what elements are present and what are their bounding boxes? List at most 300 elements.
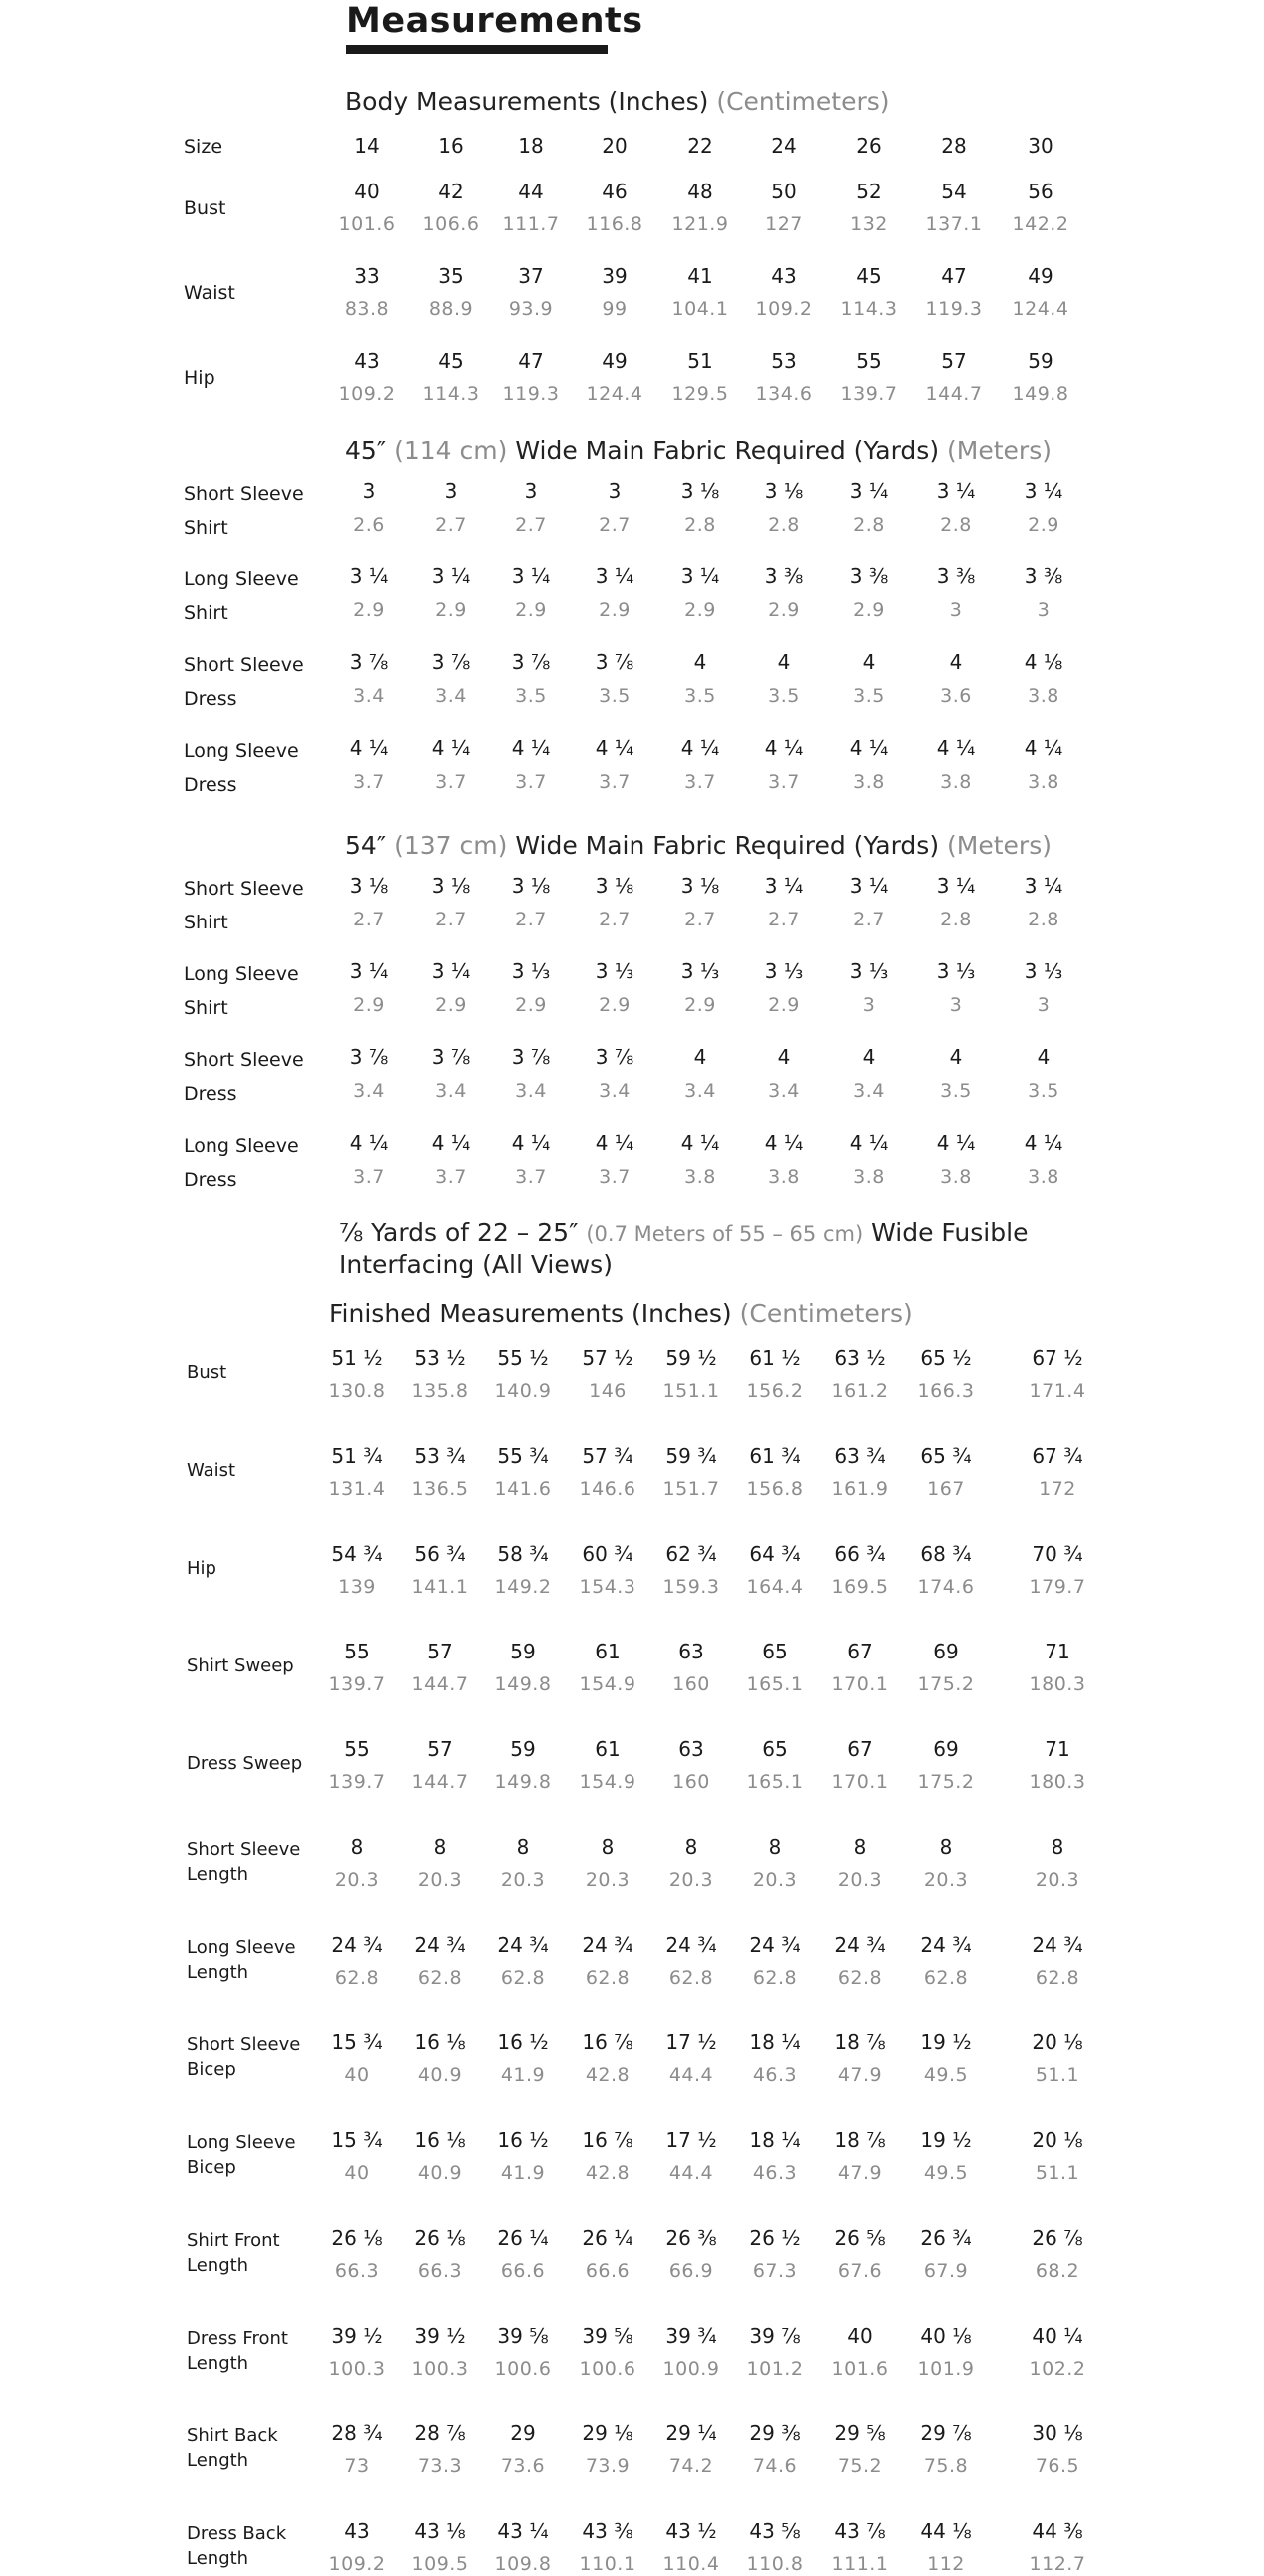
value-imperial: 39 ⅝ [582,2324,633,2348]
size-value: 22 [687,134,713,158]
value-imperial: 26 ⅞ [1032,2226,1083,2250]
value-metric: 20.3 [417,1869,463,1891]
value-metric: 76.5 [1035,2455,1080,2477]
value-imperial: 3 ⅞ [511,1045,551,1069]
row-label: Long Sleeve [184,740,299,762]
value-metric: 139.7 [328,1673,386,1695]
value-imperial: 3 ¼ [764,874,804,898]
value-metric: 156.2 [746,1380,804,1402]
value-imperial: 26 ⅜ [665,2226,717,2250]
value-metric: 3.4 [353,685,385,707]
value-imperial: 28 ⅞ [414,2421,466,2445]
value-metric: 47.9 [837,2162,883,2184]
value-imperial: 39 [602,264,628,288]
value-metric: 2.8 [1028,909,1059,930]
value-imperial: 48 [687,180,713,203]
value-metric: 2.6 [353,514,385,536]
value-metric: 73.9 [585,2455,631,2477]
value-imperial: 65 ¾ [920,1444,972,1468]
value-imperial: 71 [1045,1640,1070,1663]
value-metric: 3.8 [768,1166,800,1188]
value-imperial: 3 ⅞ [595,1045,634,1069]
value-metric: 3.7 [353,1166,385,1188]
value-imperial: 55 [344,1640,370,1663]
value-metric: 167 [927,1478,965,1500]
value-metric: 3.4 [353,1080,385,1102]
value-metric: 3.4 [435,685,467,707]
value-metric: 3.5 [684,685,716,707]
value-metric: 3.5 [515,685,547,707]
value-imperial: 26 ⅛ [331,2226,383,2250]
value-imperial: 45 [856,264,882,288]
value-metric: 3.8 [1028,685,1059,707]
value-metric: 3.7 [515,1166,547,1188]
value-metric: 3.7 [515,771,547,793]
value-imperial: 4 ¼ [764,1131,804,1155]
row-label: Shirt Sweep [187,1656,294,1676]
row-label: Dress Back [187,2523,287,2544]
row-label-line-2: Dress [184,688,237,710]
value-metric: 2.8 [768,514,800,536]
value-imperial: 70 ¾ [1032,1542,1083,1566]
value-metric: 149.8 [494,1673,552,1695]
value-imperial: 43 ¼ [497,2519,549,2543]
value-metric: 3.8 [853,771,885,793]
value-imperial: 3 [524,479,538,503]
value-imperial: 4 ¼ [936,736,976,760]
value-imperial: 3 ⅛ [595,874,634,898]
value-metric: 109.8 [494,2553,552,2575]
value-metric: 73.3 [417,2455,463,2477]
value-metric: 2.9 [853,599,885,621]
value-imperial: 3 ⅞ [511,650,551,674]
value-metric: 110.1 [579,2553,636,2575]
value-metric: 166.3 [917,1380,975,1402]
value-imperial: 3 ¼ [1024,479,1063,503]
size-value: 18 [518,134,544,158]
value-metric: 46.3 [752,2162,798,2184]
value-metric: 62.8 [837,1967,883,1989]
value-imperial: 35 [438,264,464,288]
row-label-line-2: Bicep [187,2157,236,2178]
value-imperial: 4 [777,650,791,674]
value-metric: 68.2 [1035,2260,1080,2282]
value-imperial: 17 ½ [665,2030,717,2054]
value-imperial: 3 ¼ [511,564,551,588]
value-imperial: 44 ⅛ [920,2519,972,2543]
value-metric: 170.1 [831,1771,889,1793]
value-imperial: 61 [595,1640,621,1663]
row-label: Long Sleeve [184,568,299,590]
value-imperial: 54 [941,180,967,203]
value-metric: 2.9 [435,994,467,1016]
fabric45-heading-width: 45″ [345,436,387,465]
size-label: Size [184,136,223,158]
value-imperial: 3 ⅛ [764,479,804,503]
value-metric: 2.9 [599,994,631,1016]
value-metric: 3.5 [853,685,885,707]
value-imperial: 57 [941,349,967,373]
value-metric: 151.1 [662,1380,720,1402]
fabric54-heading-title: Wide Main Fabric Required (Yards) [515,831,940,860]
value-imperial: 4 ¼ [849,736,889,760]
value-metric: 44.4 [668,2064,714,2086]
value-imperial: 3 ¼ [349,959,389,983]
value-metric: 139 [338,1576,376,1598]
value-metric: 41.9 [500,2162,546,2184]
value-imperial: 4 ¼ [680,736,720,760]
row-label-line-2: Length [187,2548,249,2569]
value-imperial: 46 [602,180,628,203]
value-imperial: 59 ¾ [665,1444,717,1468]
value-metric: 62.8 [500,1967,546,1989]
value-imperial: 3 ⅓ [680,959,720,983]
value-metric: 142.2 [1012,213,1069,235]
value-metric: 73.6 [500,2455,546,2477]
value-metric: 109.2 [328,2553,386,2575]
value-metric: 62.8 [417,1967,463,1989]
value-imperial: 3 ¼ [680,564,720,588]
value-metric: 83.8 [344,298,390,320]
value-imperial: 55 [856,349,882,373]
value-imperial: 67 ¾ [1032,1444,1083,1468]
value-imperial: 4 ⅛ [1024,650,1063,674]
value-metric: 73 [344,2455,370,2477]
value-metric: 160 [672,1771,710,1793]
value-metric: 2.7 [853,909,885,930]
value-metric: 135.8 [411,1380,469,1402]
value-imperial: 39 ⅝ [497,2324,549,2348]
value-metric: 159.3 [662,1576,720,1598]
value-imperial: 24 ¾ [665,1933,717,1957]
value-imperial: 4 ¼ [680,1131,720,1155]
interfacing-yards: ⅞ Yards of 22 – 25″ [339,1218,579,1247]
value-imperial: 16 ⅞ [582,2030,633,2054]
value-imperial: 3 ¼ [1024,874,1063,898]
title-underline [346,45,608,54]
value-imperial: 59 [510,1640,536,1663]
value-imperial: 65 [762,1640,788,1663]
value-metric: 144.7 [411,1771,469,1793]
value-metric: 40 [344,2064,370,2086]
value-imperial: 8 [601,1835,615,1859]
value-imperial: 3 ⅓ [764,959,804,983]
row-label: Waist [187,1460,236,1481]
value-imperial: 3 ⅞ [431,650,471,674]
value-imperial: 20 ⅛ [1032,2030,1083,2054]
value-imperial: 67 [847,1640,873,1663]
value-metric: 129.5 [671,383,729,405]
value-metric: 100.6 [579,2358,636,2380]
value-imperial: 24 ¾ [920,1933,972,1957]
value-metric: 170.1 [831,1673,889,1695]
value-imperial: 3 ¼ [936,479,976,503]
row-label-line-2: Shirt [184,912,228,933]
value-imperial: 3 ⅞ [349,1045,389,1069]
value-imperial: 39 ¾ [665,2324,717,2348]
value-imperial: 43 [771,264,797,288]
value-metric: 40 [344,2162,370,2184]
finished-heading-main: Finished Measurements (Inches) [329,1299,732,1328]
value-metric: 160 [672,1673,710,1695]
value-imperial: 3 ⅛ [680,874,720,898]
value-imperial: 58 ¾ [497,1542,549,1566]
value-metric: 109.5 [411,2553,469,2575]
value-imperial: 8 [853,1835,867,1859]
value-metric: 161.2 [831,1380,889,1402]
value-metric: 2.9 [599,599,631,621]
value-imperial: 29 [510,2421,536,2445]
finished-heading-metric: (Centimeters) [739,1299,913,1328]
value-metric: 137.1 [925,213,983,235]
value-imperial: 56 ¾ [414,1542,466,1566]
value-metric: 3.4 [515,1080,547,1102]
value-imperial: 3 ⅛ [349,874,389,898]
value-imperial: 57 ¾ [582,1444,633,1468]
value-metric: 3.7 [768,771,800,793]
fabric54-heading-width: 54″ [345,831,387,860]
value-imperial: 29 ⅜ [749,2421,801,2445]
value-metric: 2.7 [515,909,547,930]
value-imperial: 3 ¼ [431,959,471,983]
value-metric: 51.1 [1035,2162,1080,2184]
value-imperial: 18 ⅞ [834,2030,886,2054]
fabric54-heading-width-cm: (137 cm) [394,831,508,860]
value-metric: 110.4 [662,2553,720,2575]
value-metric: 124.4 [586,383,643,405]
value-imperial: 26 ⅝ [834,2226,886,2250]
value-metric: 62.8 [668,1967,714,1989]
value-metric: 3 [949,599,963,621]
value-imperial: 3 ⅞ [595,650,634,674]
fabric54-heading-metric: (Meters) [947,831,1052,860]
value-imperial: 57 [427,1737,453,1761]
value-imperial: 3 [444,479,458,503]
value-metric: 116.8 [586,213,643,235]
fabric45-heading-title: Wide Main Fabric Required (Yards) [515,436,940,465]
value-metric: 2.8 [940,514,972,536]
value-metric: 111.1 [831,2553,889,2575]
value-imperial: 50 [771,180,797,203]
value-imperial: 3 ⅛ [511,874,551,898]
value-imperial: 42 [438,180,464,203]
value-imperial: 3 ⅓ [849,959,889,983]
value-imperial: 57 [427,1640,453,1663]
value-metric: 151.7 [662,1478,720,1500]
value-imperial: 4 ¼ [595,1131,634,1155]
row-label: Waist [184,282,235,304]
value-metric: 2.9 [684,599,716,621]
row-label-line-2: Length [187,2450,249,2471]
row-label-line-2: Bicep [187,2059,236,2080]
row-label: Hip [184,367,215,389]
interfacing-line-1 [339,1217,1028,1250]
value-imperial: 3 ⅓ [595,959,634,983]
value-metric: 180.3 [1029,1673,1086,1695]
value-metric: 3.5 [1028,1080,1059,1102]
value-imperial: 3 ⅜ [936,564,976,588]
value-metric: 66.6 [500,2260,546,2282]
value-metric: 146.6 [579,1478,636,1500]
value-metric: 2.7 [599,514,631,536]
row-label: Short Sleeve [184,878,304,900]
value-imperial: 65 ½ [920,1346,972,1370]
value-imperial: 44 [518,180,544,203]
value-metric: 149.8 [494,1771,552,1793]
finished-measurements-heading [329,1298,913,1330]
value-metric: 114.3 [422,383,480,405]
value-metric: 49.5 [923,2064,969,2086]
size-value: 28 [941,134,967,158]
value-metric: 41.9 [500,2064,546,2086]
value-metric: 66.6 [585,2260,631,2282]
row-label-line-2: Length [187,1864,249,1885]
value-imperial: 4 [949,650,963,674]
value-metric: 47.9 [837,2064,883,2086]
row-label-line-2: Length [187,2255,249,2276]
value-imperial: 69 [933,1640,959,1663]
value-metric: 3.8 [684,1166,716,1188]
value-imperial: 8 [433,1835,447,1859]
value-metric: 67.6 [837,2260,883,2282]
value-metric: 100.6 [494,2358,552,2380]
value-metric: 2.9 [515,599,547,621]
value-metric: 124.4 [1012,298,1069,320]
row-label-line-2: Shirt [184,602,228,624]
row-label: Short Sleeve [184,1049,304,1071]
value-metric: 140.9 [494,1380,552,1402]
value-imperial: 24 ¾ [331,1933,383,1957]
value-imperial: 55 [344,1737,370,1761]
value-imperial: 43 ⅞ [834,2519,886,2543]
value-imperial: 53 ½ [414,1346,466,1370]
value-metric: 20.3 [1035,1869,1080,1891]
value-metric: 100.3 [328,2358,386,2380]
value-imperial: 45 [438,349,464,373]
value-metric: 130.8 [328,1380,386,1402]
value-imperial: 4 ¼ [349,736,389,760]
value-metric: 3.6 [940,685,972,707]
value-imperial: 18 ⅞ [834,2128,886,2152]
value-metric: 131.4 [328,1478,386,1500]
value-metric: 3.7 [599,771,631,793]
value-metric: 180.3 [1029,1771,1086,1793]
value-imperial: 8 [516,1835,530,1859]
value-metric: 66.3 [417,2260,463,2282]
row-label: Long Sleeve [184,963,299,985]
value-imperial: 57 ½ [582,1346,633,1370]
value-metric: 99 [602,298,628,320]
value-metric: 111.7 [502,213,560,235]
size-value: 26 [856,134,882,158]
size-value: 16 [438,134,464,158]
value-imperial: 71 [1045,1737,1070,1761]
row-label: Bust [187,1362,227,1383]
value-metric: 3.5 [599,685,631,707]
body-heading-metric: (Centimeters) [716,87,890,116]
value-imperial: 40 [847,2324,873,2348]
value-imperial: 53 [771,349,797,373]
value-metric: 3.7 [435,771,467,793]
row-label: Bust [184,197,226,219]
value-imperial: 4 ¼ [595,736,634,760]
value-imperial: 29 ⅝ [834,2421,886,2445]
value-imperial: 26 ⅛ [414,2226,466,2250]
size-value: 24 [771,134,797,158]
value-imperial: 16 ⅞ [582,2128,633,2152]
value-metric: 3.7 [599,1166,631,1188]
value-metric: 74.2 [668,2455,714,2477]
value-imperial: 3 ⅛ [680,479,720,503]
value-metric: 49.5 [923,2162,969,2184]
value-metric: 101.6 [338,213,396,235]
value-imperial: 24 ¾ [582,1933,633,1957]
value-metric: 74.6 [752,2455,798,2477]
value-imperial: 24 ¾ [414,1933,466,1957]
value-metric: 141.6 [494,1478,552,1500]
value-imperial: 4 [949,1045,963,1069]
value-metric: 149.8 [1012,383,1069,405]
value-metric: 3.8 [1028,771,1059,793]
row-label-line-2: Dress [184,1169,237,1191]
value-metric: 106.6 [422,213,480,235]
value-metric: 3 [1037,994,1051,1016]
size-value: 14 [354,134,380,158]
interfacing-wide-fusible: Wide Fusible [871,1218,1029,1247]
value-metric: 165.1 [746,1673,804,1695]
interfacing-line-2: Interfacing (All Views) [339,1250,613,1279]
value-metric: 2.9 [768,599,800,621]
value-metric: 20.3 [837,1869,883,1891]
value-metric: 3.7 [684,771,716,793]
value-metric: 127 [765,213,803,235]
value-imperial: 66 ¾ [834,1542,886,1566]
row-label: Short Sleeve [187,1839,301,1860]
value-imperial: 20 ⅛ [1032,2128,1083,2152]
value-metric: 144.7 [925,383,983,405]
value-imperial: 43 [344,2519,370,2543]
value-metric: 20.3 [585,1869,631,1891]
value-imperial: 4 [862,1045,876,1069]
value-metric: 3.8 [940,1166,972,1188]
value-imperial: 51 ¾ [331,1444,383,1468]
value-metric: 169.5 [831,1576,889,1598]
size-value: 30 [1028,134,1053,158]
value-imperial: 4 [693,1045,707,1069]
value-imperial: 51 ½ [331,1346,383,1370]
value-imperial: 8 [350,1835,364,1859]
value-imperial: 43 ⅛ [414,2519,466,2543]
value-imperial: 18 ¼ [749,2030,801,2054]
value-imperial: 49 [602,349,628,373]
value-imperial: 16 ½ [497,2128,549,2152]
value-imperial: 26 ¼ [582,2226,633,2250]
row-label: Shirt Front [187,2230,280,2251]
value-metric: 3.5 [940,1080,972,1102]
value-metric: 104.1 [671,298,729,320]
value-metric: 101.9 [917,2358,975,2380]
value-imperial: 3 ⅜ [1024,564,1063,588]
value-metric: 44.4 [668,2162,714,2184]
value-imperial: 4 [693,650,707,674]
value-imperial: 16 ⅛ [414,2128,466,2152]
value-metric: 2.9 [1028,514,1059,536]
value-metric: 102.2 [1029,2358,1086,2380]
value-metric: 136.5 [411,1478,469,1500]
value-imperial: 17 ½ [665,2128,717,2152]
value-imperial: 4 ¼ [431,1131,471,1155]
value-imperial: 16 ½ [497,2030,549,2054]
